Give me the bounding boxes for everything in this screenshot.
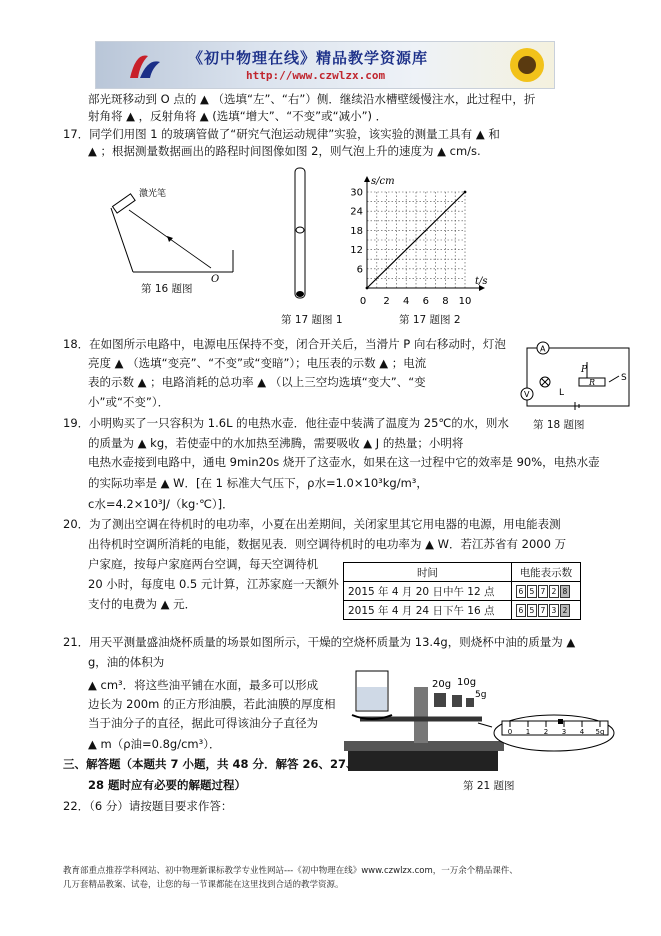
q18-line4: 小”或“不变”）． (88, 395, 170, 409)
q19-line4: 的实际功率是 ▲ W．[在 1 标准大气压下，ρ水=1.0×10³kg/m³， (88, 476, 428, 490)
q21-line4: 边长为 200m 的正方形油膜，若此油膜的厚度相 (88, 697, 336, 711)
scale-tick-label: 5g (595, 728, 605, 736)
row-time: 2015 年 4 月 24 日下午 16 点 (344, 601, 512, 620)
q19-line1: 19．小明购买了一只容积为 1.6L 的电热水壶．他往壶中装满了温度为 25℃的水，则水 (63, 416, 509, 430)
meter-digit: 3 (549, 604, 559, 617)
site-logo (126, 48, 166, 82)
scale-tick-label: 2 (543, 728, 549, 736)
laser-pen (113, 194, 136, 213)
oil (357, 687, 387, 710)
y-axis-label: s/cm (371, 176, 395, 187)
q20-line2: 出待机时空调所消耗的电能，数据见表．则空调待机时的电功率为 ▲ W．若江苏省有 2000 万 (88, 537, 567, 551)
y-tick-label: 12 (350, 245, 363, 257)
svg-text:A: A (540, 344, 546, 354)
sunflower-icon (501, 44, 553, 86)
row-time: 2015 年 4 月 20 日中午 12 点 (344, 582, 512, 601)
table-header-reading: 电能表示数 (511, 563, 580, 582)
meter-digit: 5 (527, 604, 537, 617)
data-point (366, 287, 369, 290)
weight-10g-label: 10g (457, 677, 477, 688)
q21-line1: 21．用天平测量盛油烧杯质量的场景如图所示，干燥的空烧杯质量为 13.4g，则烧杯中油的质量为 ▲ (63, 635, 576, 649)
beam-arrow-icon (167, 236, 173, 242)
meter-digit-decimal: 8 (560, 585, 570, 598)
y-tick-label: 30 (350, 187, 363, 199)
header-banner (95, 41, 555, 89)
q20-line1: 20．为了测出空调在待机时的电功率，小夏在出差期间，关闭家里其它用电器的电源，用电能表测 (63, 517, 561, 531)
meter-table (343, 562, 581, 620)
figure-21-balance (342, 657, 614, 777)
tube-stopper (296, 291, 304, 297)
tank-left-wall (111, 208, 133, 272)
y-tick-label: 18 (350, 225, 363, 237)
weight-10g (452, 695, 462, 707)
q21-line5: 当于油分子的直径，据此可得该油分子直径为 (88, 716, 318, 730)
q19-line3: 电热水壶接到电路中，通电 9min20s 烧开了这壶水，如果在这一过程中它的效率是 90%，电热水壶 (88, 455, 600, 469)
q18-line1: 18．在如图所示电路中，电源电压保持不变，闭合开关后，当滑片 P 向右移动时，灯泡 (63, 337, 506, 351)
q19-line5: c水=4.2×10³J/（kg·℃）]． (88, 497, 234, 511)
svg-text:P: P (581, 365, 588, 375)
fig16-caption: 第 16 题图 (141, 283, 193, 295)
footer-line2: 几万套精品教案、试卷，让您的每一节课都能在这里找到合适的教学资源。 (63, 880, 344, 890)
fig18-caption: 第 18 题图 (533, 419, 585, 431)
fig17-2-caption: 第 17 题图 2 (399, 314, 461, 326)
air-bubble (296, 227, 304, 233)
meter-digit: 7 (538, 604, 548, 617)
svg-text:L: L (559, 388, 565, 398)
meter-digit: 5 (527, 585, 537, 598)
q21-line3: ▲ cm³．将这些油平铺在水面，最多可以形成 (88, 678, 319, 692)
x-axis-label: t/s (475, 276, 488, 287)
rider-icon (558, 719, 563, 724)
row-reading (511, 582, 580, 601)
row-reading (511, 601, 580, 620)
table-row (344, 582, 581, 601)
q21-line6: ▲ m（ρ油=0.8g/cm³）． (88, 737, 221, 751)
q17-line1: 17．同学们用图 1 的玻璃管做了“研究气泡运动规律”实验，该实验的测量工具有 ▲ 和 (63, 127, 500, 141)
meter-digit: 6 (516, 585, 526, 598)
figure-17-2-chart (345, 166, 515, 312)
weight-20g (434, 693, 446, 707)
meter-digit: 6 (516, 604, 526, 617)
table-header-time: 时间 (344, 563, 512, 582)
section3-line2: 28 题时应有必要的解题过程） (88, 778, 247, 792)
data-point (464, 191, 467, 194)
fig21-caption: 第 21 题图 (463, 780, 515, 792)
laser-label: 激光笔 (139, 189, 167, 199)
scale-ruler (502, 721, 608, 735)
banner-title: 《初中物理在线》精品教学资源库 (188, 49, 429, 67)
footer-line1: 教育部重点推荐学科网站、初中物理新课标教学专业性网站---《初中物理在线》www.czwlzx.com，一万余个精品课件、 (63, 866, 518, 876)
figure-16 (103, 180, 243, 285)
x-tick-label: 8 (442, 296, 449, 307)
switch-icon (609, 376, 619, 382)
scale-tick-label: 1 (525, 728, 531, 736)
meter-digit: 2 (549, 585, 559, 598)
q19-line2: 的质量为 ▲ kg，若使壶中的水加热至沸腾，需要吸收 ▲ J 的热量；小明将 (88, 436, 464, 450)
weight-20g-label: 20g (432, 679, 452, 690)
x-tick-label: 0 (359, 296, 367, 307)
q20-line3: 户家庭，按每户家庭两台空调，每天空调待机 (88, 557, 318, 571)
y-tick-label: 6 (356, 264, 363, 276)
x-tick-label: 10 (458, 296, 472, 307)
q20-line5: 支付的电费为 ▲ 元． (88, 597, 197, 611)
q17-line2: ▲ ；根据测量数据画出的路程时间图像如图 2，则气泡上升的速度为 ▲ cm/s. (88, 144, 481, 158)
q22-line1: 22．（6 分）请按题目要求作答： (63, 799, 233, 813)
scale-tick-label: 0 (507, 728, 513, 736)
point-o-label: O (211, 274, 220, 285)
figure-17-1-tube (290, 166, 310, 302)
q20-line4: 20 小时，每度电 0.5 元计算，江苏家庭一天额外 (88, 577, 339, 591)
weight-5g (466, 698, 474, 707)
x-tick-label: 2 (383, 296, 390, 307)
q16-line1: 部光斑移动到 O 点的 ▲ （选填“左”、“右”）侧．继续沿水槽壁缓慢注水，此过程中，折 (88, 92, 536, 106)
q18-line3: 表的示数 ▲ ；电路消耗的总功率 ▲ （以上三空均选填“变大”、“变 (88, 375, 426, 389)
figure-18-circuit (513, 338, 635, 416)
q18-line2: 亮度 ▲ （选填“变亮”、“不变”或“变暗”）；电压表的示数 ▲ ；电流 (88, 356, 427, 370)
weight-5g-label: 5g (475, 690, 487, 700)
fig17-1-caption: 第 17 题图 1 (281, 314, 343, 326)
svg-text:S: S (621, 373, 627, 383)
section3-line1: 三、解答题（本题共 7 小题，共 48 分．解答 26、27、 (63, 757, 358, 771)
x-tick-label: 4 (403, 296, 410, 307)
meter-digit: 7 (538, 585, 548, 598)
svg-text:R: R (589, 378, 596, 387)
y-tick-label: 24 (350, 206, 363, 218)
balance-pillar (414, 687, 428, 743)
meter-digit-decimal: 2 (560, 604, 570, 617)
table-row (344, 601, 581, 620)
scale-tick-label: 3 (561, 728, 567, 736)
y-axis-arrow-icon (364, 176, 370, 182)
q21-line2: g，油的体积为 (88, 655, 165, 669)
q16-line2: 射角将 ▲ ，反射角将 ▲ (选填“增大”、“不变”或“减小”) ． (88, 109, 388, 123)
banner-url[interactable]: http://www.czwlzx.com (246, 69, 386, 82)
scale-tick-label: 4 (579, 728, 585, 736)
balance-base (348, 749, 498, 771)
x-tick-label: 6 (422, 296, 429, 307)
svg-text:V: V (524, 390, 530, 399)
